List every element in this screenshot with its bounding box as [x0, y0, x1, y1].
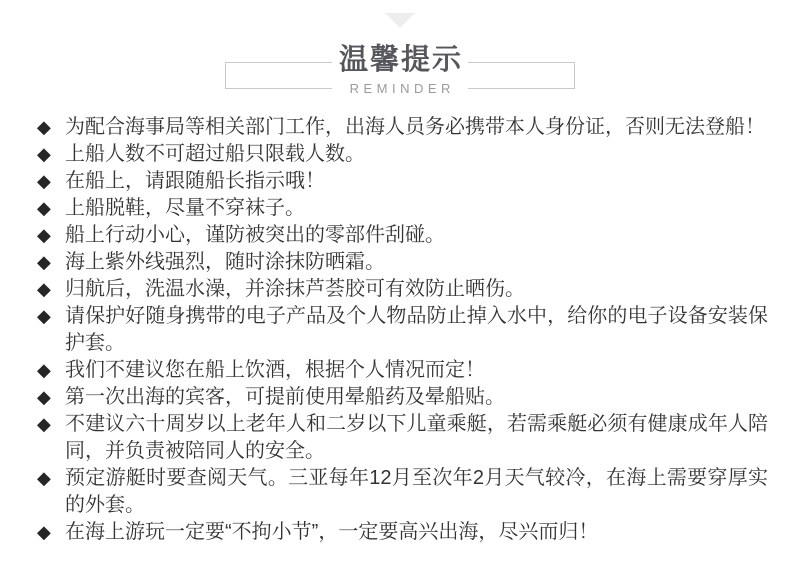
- diamond-bullet-icon: ◆: [37, 144, 51, 165]
- reminder-item-text: 我们不建议您在船上饮酒，根据个人情况而定！: [65, 359, 485, 381]
- diamond-bullet-icon: ◆: [37, 225, 51, 246]
- page-title: 温馨提示: [338, 44, 463, 76]
- reminder-item: [37, 357, 768, 384]
- diamond-bullet-icon: ◆: [37, 468, 51, 489]
- reminder-item-text: 请保护好随身携带的电子产品及个人物品防止掉入水中，给你的电子设备安装保护套。: [65, 305, 768, 354]
- diamond-bullet-icon: ◆: [37, 414, 51, 435]
- diamond-bullet-icon: ◆: [37, 387, 51, 408]
- reminder-item: [37, 141, 768, 168]
- reminder-item: [37, 168, 768, 195]
- page-header: [0, 0, 800, 114]
- reminder-item-text: 归航后，洗温水澡，并涂抹芦荟胶可有效防止晒伤。: [65, 278, 525, 300]
- reminder-list: [0, 114, 800, 546]
- reminder-item: [37, 303, 768, 357]
- reminder-item-text: 在海上游玩一定要“不拘小节”，一定要高兴出海，尽兴而归！: [65, 521, 599, 543]
- triangle-down-icon: [385, 13, 415, 28]
- reminder-item: [37, 222, 768, 249]
- diamond-bullet-icon: ◆: [37, 522, 51, 543]
- reminder-item: [37, 384, 768, 411]
- reminder-item-text: 在船上，请跟随船长指示哦！: [65, 170, 325, 192]
- reminder-item-text: 为配合海事局等相关部门工作，出海人员务必携带本人身份证，否则无法登船！: [65, 116, 765, 138]
- diamond-bullet-icon: ◆: [37, 117, 51, 138]
- reminder-item: [37, 411, 768, 465]
- reminder-item: [37, 114, 768, 141]
- reminder-item-text: 不建议六十周岁以上老年人和二岁以下儿童乘艇，若需乘艇必须有健康成年人陪同，并负责被陪同人的安全。: [65, 413, 768, 462]
- reminder-item-text: 船上行动小心，谨防被突出的零部件刮碰。: [65, 224, 445, 246]
- page-subtitle: REMINDER: [349, 81, 455, 96]
- diamond-bullet-icon: ◆: [37, 252, 51, 273]
- diamond-bullet-icon: ◆: [37, 360, 51, 381]
- reminder-item: [37, 519, 768, 546]
- reminder-item: [37, 276, 768, 303]
- reminder-item-text: 上船人数不可超过船只限载人数。: [65, 143, 365, 165]
- reminder-item: [37, 195, 768, 222]
- diamond-bullet-icon: ◆: [37, 198, 51, 219]
- reminder-item: [37, 465, 768, 519]
- reminder-item-text: 上船脱鞋，尽量不穿袜子。: [65, 197, 305, 219]
- diamond-bullet-icon: ◆: [37, 306, 51, 327]
- reminder-item-text: 第一次出海的宾客，可提前使用晕船药及晕船贴。: [65, 386, 505, 408]
- diamond-bullet-icon: ◆: [37, 279, 51, 300]
- reminder-item: [37, 249, 768, 276]
- reminder-item-text: 预定游艇时要查阅天气。三亚每年12月至次年2月天气较冷，在海上需要穿厚实的外套。: [65, 467, 768, 516]
- diamond-bullet-icon: ◆: [37, 171, 51, 192]
- reminder-item-text: 海上紫外线强烈，随时涂抹防晒霜。: [65, 251, 385, 273]
